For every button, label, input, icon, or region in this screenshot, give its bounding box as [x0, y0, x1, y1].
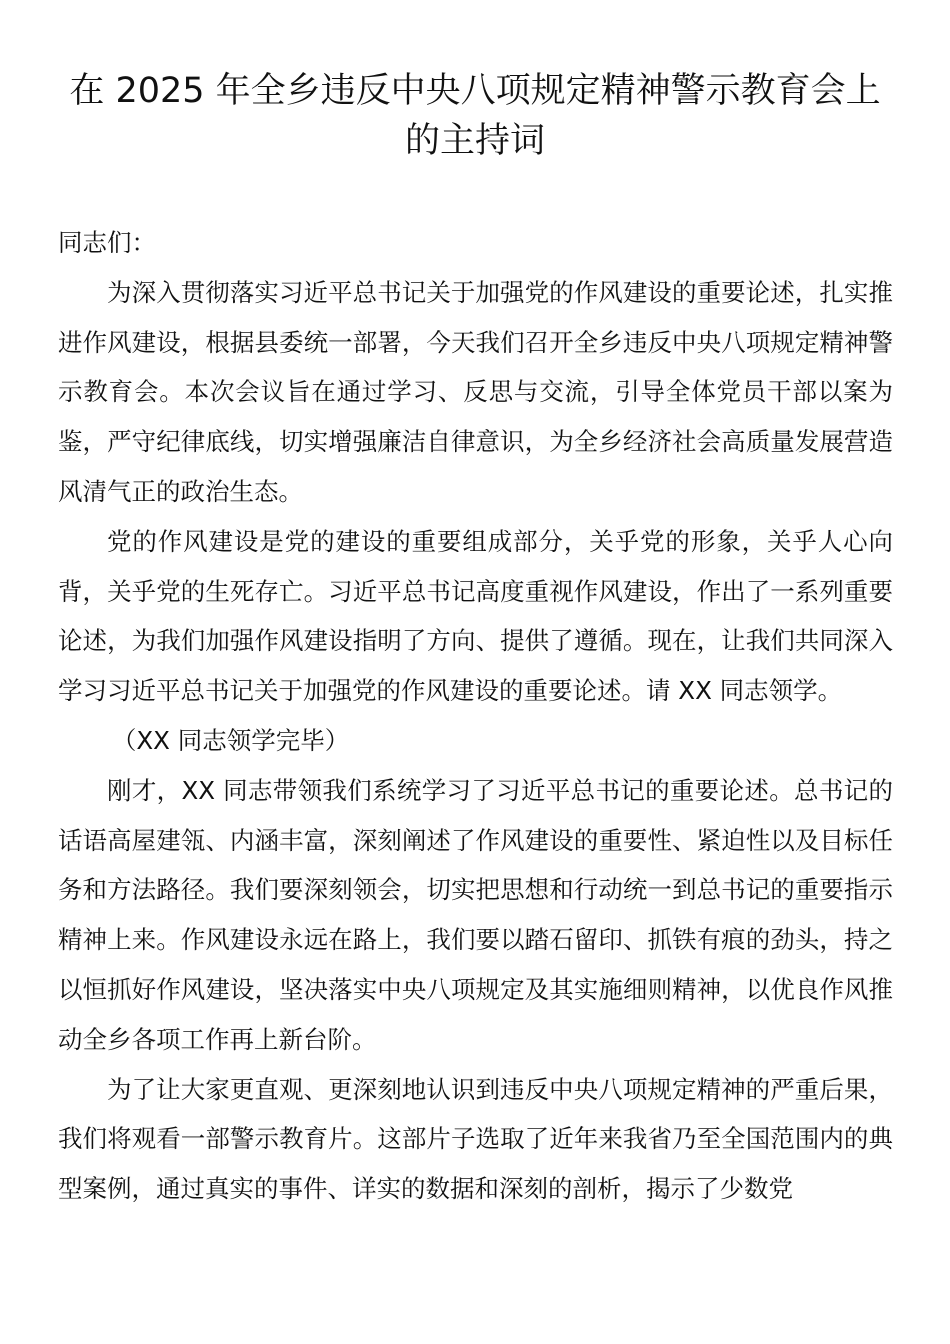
paragraph-2: 党的作风建设是党的建设的重要组成部分，关乎党的形象，关乎人心向背，关乎党的生死存亡。习近平总书记高度重视作风建设，作出了一系列重要论述，为我们加强作风建设指明了方向、提供了遵循。现在，让我们共同深入学习习近平总书记关于加强党的作风建设的重要论述。请 XX 同志领学。	[58, 526, 893, 706]
document-body	[58, 218, 893, 1214]
paragraph-4: 为了让大家更直观、更深刻地认识到违反中央八项规定精神的严重后果，我们将观看一部警示教育片。这部片子选取了近年来我省乃至全国范围内的典型案例，通过真实的事件、详实的数据和深刻的剖析，揭示了少数党	[58, 1074, 893, 1204]
salutation: 同志们：	[58, 228, 156, 257]
document-title: 在 2025 年全乡违反中央八项规定精神警示教育会上的主持词	[69, 71, 881, 161]
paragraph-1: 为深入贯彻落实习近平总书记关于加强党的作风建设的重要论述，扎实推进作风建设，根据县委统一部署，今天我们召开全乡违反中央八项规定精神警示教育会。本次会议旨在通过学习、反思与交流，引导全体党员干部以案为鉴，严守纪律底线，切实增强廉洁自律意识，为全乡经济社会高质量发展营造风清气正的政治生态。	[58, 277, 893, 506]
paragraph-3: 刚才，XX 同志带领我们系统学习了习近平总书记的重要论述。总书记的话语高屋建瓴、内涵丰富，深刻阐述了作风建设的重要性、紧迫性以及目标任务和方法路径。我们要深刻领会，切实把思想和行动统一到总书记的重要指示精神上来。作风建设永远在路上，我们要以踏石留印、抓铁有痕的劲头，持之以恒抓好作风建设，坚决落实中央八项规定及其实施细则精神，以优良作风推动全乡各项工作再上新台阶。	[58, 775, 893, 1054]
note-line: （XX 同志领学完毕）	[111, 725, 350, 755]
